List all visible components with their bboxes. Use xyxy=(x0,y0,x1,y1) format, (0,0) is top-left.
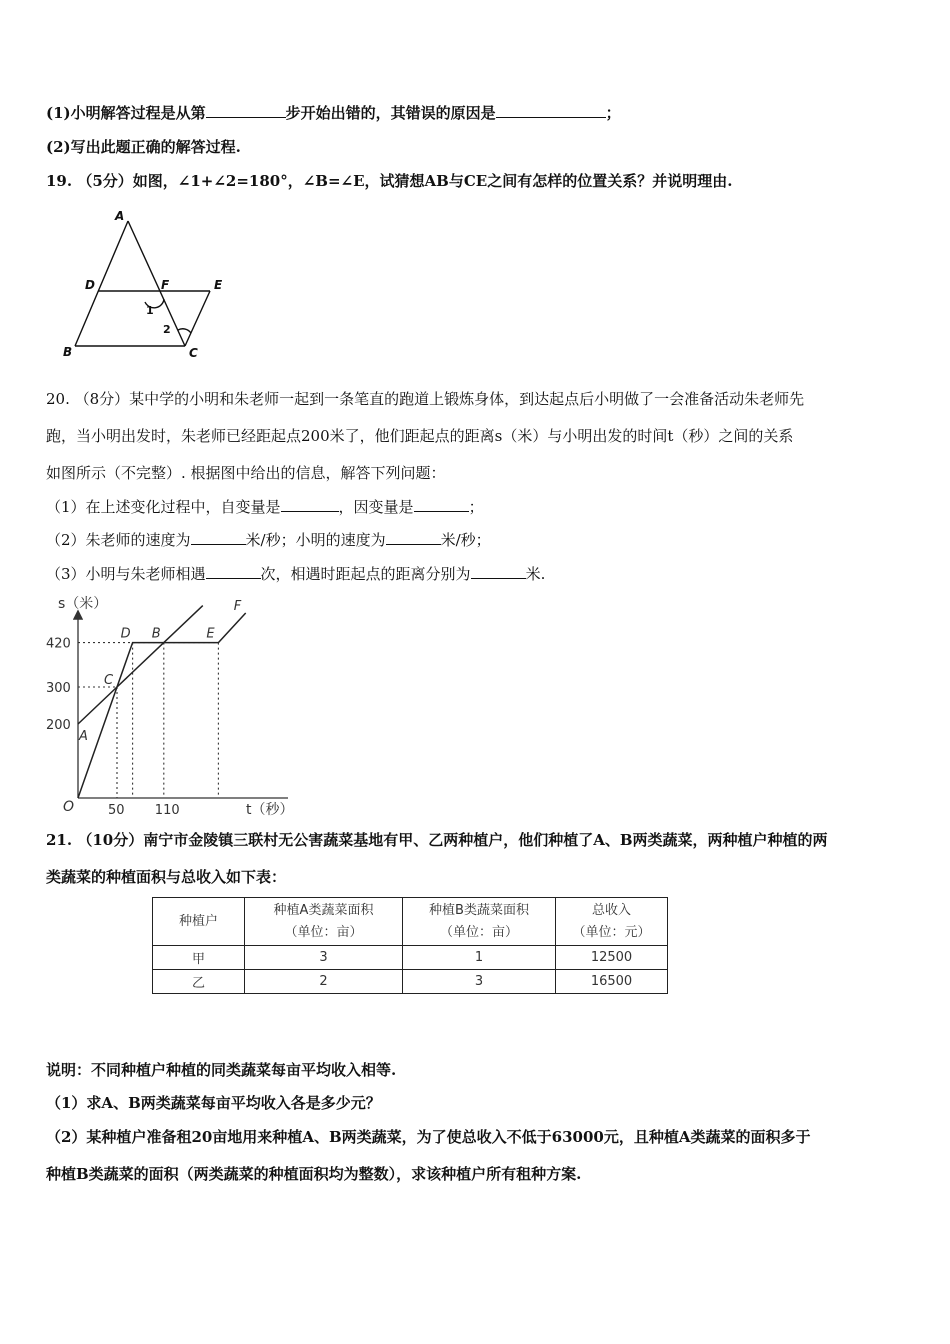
q21-part2-line2: 种植B类蔬菜的面积（两类蔬菜的种植面积均为整数），求该种植户所有租种方案. xyxy=(46,1165,582,1183)
table-cell: 3 xyxy=(245,946,403,970)
table-cell: 12500 xyxy=(556,946,668,970)
table-row xyxy=(153,946,668,970)
table-header-row xyxy=(153,898,668,946)
q20-part1: （1）在上述变化过程中，自变量是 ，因变量是 ； xyxy=(46,498,484,516)
answer-blank xyxy=(414,497,469,512)
angle-2-arc xyxy=(178,329,191,333)
table-header-cell: 总收入 （单位：元） xyxy=(556,898,668,946)
table-cell: 甲 xyxy=(153,946,245,970)
line-AC xyxy=(128,221,185,346)
label-E: E xyxy=(214,278,223,292)
y-axis-label: s（米） xyxy=(58,596,108,612)
table-cell: 3 xyxy=(403,970,556,994)
label-C: C xyxy=(189,346,198,360)
line-AB xyxy=(75,221,128,346)
q21-part1: （1）求A、B两类蔬菜每亩平均收入各是多少元？ xyxy=(46,1094,381,1112)
q18-part1: (1)小明解答过程是从第 步开始出错的，其错误的原因是 ； xyxy=(46,104,621,122)
point-label-F: F xyxy=(233,599,242,614)
table-header-cell: 种植户 xyxy=(153,898,245,946)
origin-label: O xyxy=(63,799,75,815)
table-cell: 2 xyxy=(245,970,403,994)
q19-figure xyxy=(58,205,238,365)
answer-blank xyxy=(386,530,441,545)
q20-distance-time-chart xyxy=(40,590,310,820)
series-teacher xyxy=(78,606,203,724)
series-xiaoming xyxy=(78,613,246,798)
label-angle-2: 2 xyxy=(163,323,171,336)
y-tick-label: 200 xyxy=(46,718,71,733)
table-cell: 1 xyxy=(403,946,556,970)
label-B: B xyxy=(63,345,73,359)
q21-table xyxy=(152,897,668,994)
q18-part2: (2)写出此题正确的解答过程. xyxy=(46,138,241,156)
q21-line2: 类蔬菜的种植面积与总收入如下表： xyxy=(46,868,287,886)
point-label-A: A xyxy=(79,729,88,744)
answer-blank xyxy=(281,497,339,512)
answer-blank xyxy=(191,530,246,545)
label-D: D xyxy=(85,278,95,292)
x-tick-label: 50 xyxy=(108,803,125,818)
answer-blank xyxy=(206,564,261,579)
table-cell: 16500 xyxy=(556,970,668,994)
table-row xyxy=(153,970,668,994)
point-label-B: B xyxy=(151,626,161,642)
q20-line3: 如图所示（不完整）. 根据图中给出的信息，解答下列问题： xyxy=(46,464,446,482)
y-tick-label: 420 xyxy=(46,636,71,652)
q21-line1: 21. （10分）南宁市金陵镇三联村无公害蔬菜基地有甲、乙两种植户，他们种植了A、B两类蔬菜，两种植户种植的两 xyxy=(46,831,828,849)
q20-part2: （2）朱老师的速度为 米/秒；小明的速度为 米/秒； xyxy=(46,531,491,549)
y-tick-label: 300 xyxy=(46,681,71,696)
q19-text: 19. （5分）如图，∠1+∠2=180°，∠B=∠E，试猜想AB与CE之间有怎样的位置关系？并说明理由. xyxy=(46,172,733,190)
q21-note: 说明：不同种植户种植的同类蔬菜每亩平均收入相等. xyxy=(46,1061,397,1079)
answer-blank xyxy=(206,103,286,118)
label-angle-1: 1 xyxy=(146,304,154,317)
q21-part2-line1: （2）某种植户准备租20亩地用来种植A、B两类蔬菜，为了使总收入不低于63000元，且种植A类蔬菜的面积多于 xyxy=(46,1128,811,1146)
q20-line2: 跑，当小明出发时，朱老师已经距起点200米了，他们距起点的距离s（米）与小明出发的时间t（秒）之间的关系 xyxy=(46,427,794,445)
line-CE xyxy=(185,291,210,346)
point-label-C: C xyxy=(104,673,114,688)
label-A: A xyxy=(115,209,125,223)
label-F: F xyxy=(161,278,170,292)
table-header-cell: 种植A类蔬菜面积 （单位：亩） xyxy=(245,898,403,946)
q20-line1: 20. （8分）某中学的小明和朱老师一起到一条笔直的跑道上锻炼身体，到达起点后小明做了一会准备活动朱老师先 xyxy=(46,390,805,408)
table-header-cell: 种植B类蔬菜面积 （单位：亩） xyxy=(403,898,556,946)
x-tick-label: 110 xyxy=(154,803,180,818)
point-label-D: D xyxy=(120,626,131,642)
answer-blank xyxy=(471,564,526,579)
answer-blank xyxy=(496,103,606,118)
point-label-E: E xyxy=(206,626,215,642)
q20-part3: （3）小明与朱老师相遇 次，相遇时距起点的距离分别为 米. xyxy=(46,565,546,583)
table-cell: 乙 xyxy=(153,970,245,994)
x-axis-label: t（秒） xyxy=(246,802,294,818)
